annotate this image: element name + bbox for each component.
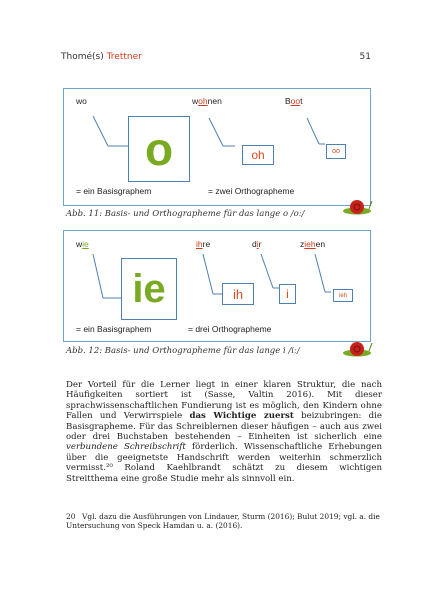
page-number: 51 <box>359 52 371 62</box>
fig2-orthographem-box-1: ih <box>222 283 254 305</box>
body-script-phrase: verbundene Schreibschrift <box>66 442 186 453</box>
fig1-word-wohnen: wohnen <box>192 96 222 106</box>
body-emphasis: das Wichtige zuerst <box>189 411 294 422</box>
fig2-orthographem-box-3: ieh <box>333 289 353 302</box>
fig1-caption-right: = zwei Orthographeme <box>208 186 295 196</box>
fig2-basisgraphem: ie <box>132 267 166 311</box>
fig1-orthographem-box-1: oh <box>242 145 274 165</box>
footnote-text: Vgl. dazu die Ausführungen von Lindauer, Sturm (2016); Bulut 2019; vgl. a. die Untersuchung von Speck Hamdan u. a. (2016). <box>66 512 380 530</box>
fig2-basisgraphem-box <box>121 258 177 320</box>
fig2-caption-left: = ein Basisgraphem <box>76 324 152 334</box>
fig2-word-ziehen: ziehen <box>300 239 326 249</box>
fig2-caption-right: = drei Orthographeme <box>188 324 272 334</box>
running-header-author-name: Trettner <box>106 52 142 62</box>
fig1-word-boot: Boot <box>285 96 303 106</box>
fig2-word-ihre: ihre <box>196 239 211 249</box>
fig1-basisgraphem: o <box>144 123 174 175</box>
snail-icon <box>340 198 374 216</box>
fig2-orthographem-box-2: i <box>279 284 296 304</box>
footnote-number: 20 <box>66 512 76 521</box>
fig1-orthographem-box-2: oo <box>326 144 346 159</box>
fig1-basisgraphem-box <box>128 116 190 182</box>
body-paragraph: Der Vorteil für die Lerner liegt in einer klaren Struktur, die nach Häufigkeiten sortiert ist (Sasse, Valtin 2016). Mit dieser sprachwissenschaftlichen Fundierung ist es möglich, den Kindern ohne Fallen und Verwirrspiele das Wichtige zuerst beizubringen: die Basisgrapheme. Für das Schreiblernen dieser häufigen – auch aus zwei oder drei Buchstaben bestehenden – Einheiten ist sicherlich eine verbundene Schreibschrift förderlich. Wissenschaftliche Erhebungen über die geeignetste Handschrift werden weiterhin schmerzlich vermisst.²⁰ Roland Kaehlbrandt schätzt zu diesem wichtigen Streitthema eine große Studie mehr als sinnvoll ein. <box>66 380 382 484</box>
running-header-author: Thomé(s) Trettner <box>61 52 142 62</box>
figure-1-caption: Abb. 11: Basis- und Orthographeme für das lange o /oː/ <box>66 209 305 219</box>
fig1-word-wo: wo <box>76 96 87 106</box>
figure-2-caption: Abb. 12: Basis- und Orthographeme für das lange i /iː/ <box>66 346 300 356</box>
snail-icon <box>340 340 374 358</box>
fig1-caption-left: = ein Basisgraphem <box>76 186 152 196</box>
footnote <box>66 512 382 530</box>
fig2-word-dir: dir <box>252 239 262 249</box>
fig2-word-wie: wie <box>76 239 89 249</box>
